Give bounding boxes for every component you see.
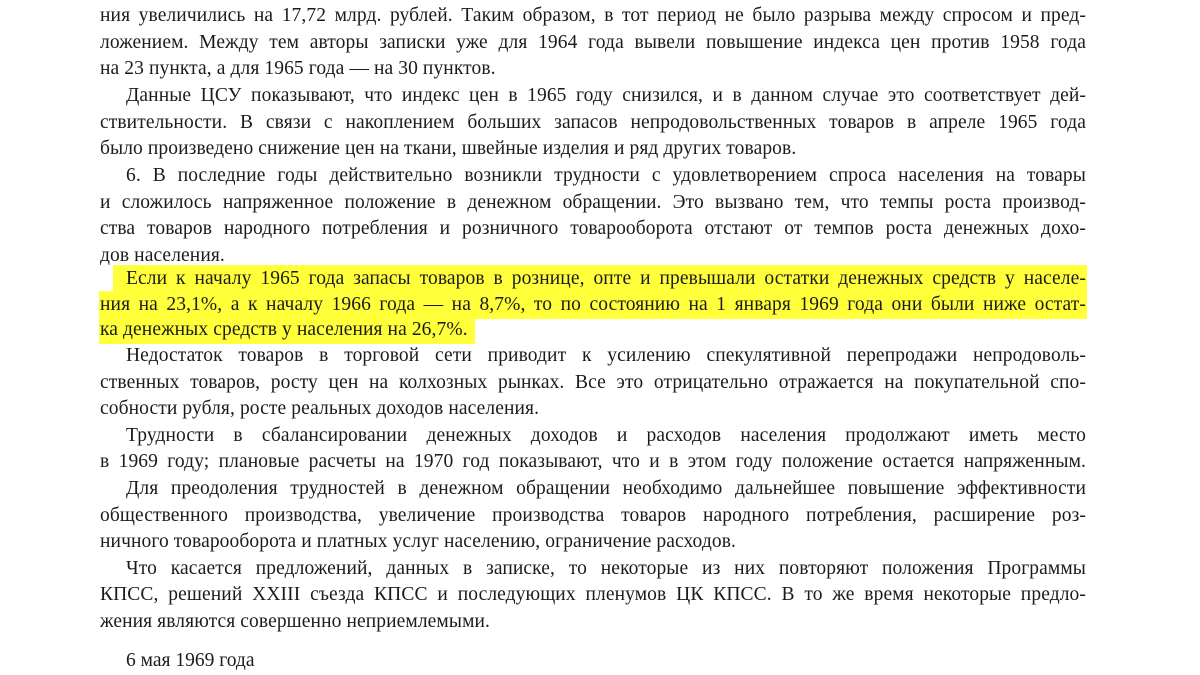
text-line: ственных товаров, росту цен на колхозных рынках. Все это отрицательно отражается на покупательной спо- — [100, 372, 1086, 393]
text-line: в 1969 году; плановые расчеты на 1970 год показывают, что и в этом году положение остается напряженным. — [100, 451, 1086, 472]
text-line: КПСС, решений XXIII съезда КПСС и последующих пленумов ЦК КПСС. В то же время некоторые предло- — [100, 584, 1086, 605]
highlighted-line: Если к началу 1965 года запасы товаров в рознице, опте и превышали остатки денежных средств у населе- — [114, 266, 1086, 292]
text-line: жения являются совершенно неприемлемыми. — [100, 611, 491, 632]
paragraph-start-line: Недостаток товаров в торговой сети приводит к усилению спекулятивной перепродажи непродоволь- — [126, 345, 1086, 366]
text-line: дов населения. — [100, 245, 225, 266]
paragraph-start-line: Что касается предложений, данных в записке, то некоторые из них повторяют положения Программы — [126, 558, 1086, 579]
text-line: и сложилось напряженное положение в денежном обращении. Это вызвано тем, что темпы роста производ- — [100, 192, 1086, 213]
text-line: на 23 пункта, а для 1965 года — на 30 пунктов. — [100, 58, 496, 79]
text-line: ния увеличились на 17,72 млрд. рублей. Таким образом, в тот период не было разрыва между спросом и пред- — [100, 5, 1086, 26]
highlighted-line: ния на 23,1%, а к началу 1966 года — на 8,7%, то по состоянию на 1 января 1969 года они были ниже остат- — [100, 292, 1086, 318]
text-line: собности рубля, росте реальных доходов населения. — [100, 398, 540, 419]
text-line: ложением. Между тем авторы записки уже для 1964 года вывели повышение индекса цен против 1958 года — [100, 32, 1086, 53]
paragraph-start-line: Для преодоления трудностей в денежном обращении необходимо дальнейшее повышение эффективности — [126, 478, 1086, 499]
paragraph-start-line: Трудности в сбалансировании денежных доходов и расходов населения продолжают иметь место — [126, 425, 1086, 446]
paragraph-start-line: Данные ЦСУ показывают, что индекс цен в 1965 году снизился, и в данном случае это соответствует дей- — [126, 85, 1086, 106]
text-line: было произведено снижение цен на ткани, швейные изделия и ряд других товаров. — [100, 138, 797, 159]
document-date: 6 мая 1969 года — [126, 650, 255, 671]
text-line: ничного товарооборота и платных услуг населению, ограничение расходов. — [100, 531, 736, 552]
highlighted-line: ка денежных средств у населения на 26,7%. — [100, 317, 474, 343]
paragraph-start-line: 6. В последние годы действительно возникли трудности с удовлетворением спроса населения на товары — [126, 165, 1086, 186]
text-line: общественного производства, увеличение производства товаров народного потребления, расширение роз- — [100, 505, 1086, 526]
text-line: ства товаров народного потребления и розничного товарооборота отстают от темпов роста денежных дохо- — [100, 218, 1086, 239]
text-line: ствительности. В связи с накоплением больших запасов непродовольственных товаров в апреле 1965 года — [100, 112, 1086, 133]
